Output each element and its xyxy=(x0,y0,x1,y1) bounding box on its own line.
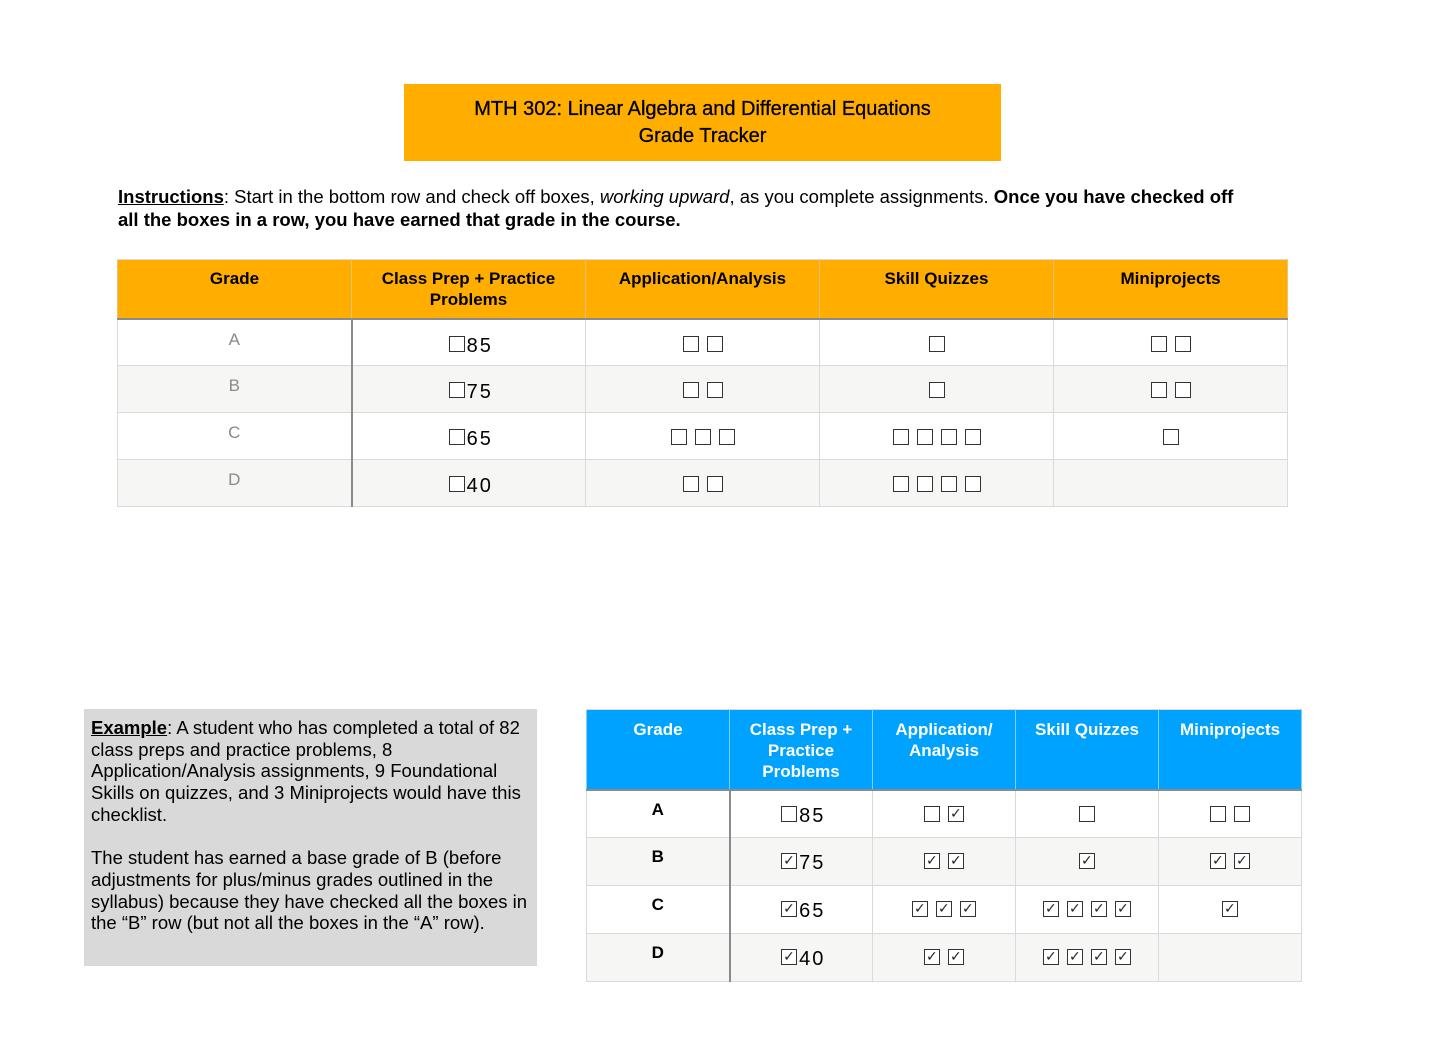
checkbox-icon[interactable] xyxy=(449,382,465,398)
course-title: MTH 302: Linear Algebra and Differential Equations xyxy=(474,97,931,120)
miniprojects-cell xyxy=(1159,886,1302,934)
tracker-title: Grade Tracker xyxy=(638,124,767,147)
checkbox-icon[interactable] xyxy=(893,476,909,492)
checkbox-icon[interactable] xyxy=(707,336,723,352)
instructions-text: : Start in the bottom row and check off boxes, xyxy=(223,186,600,207)
header-miniprojects: Miniprojects xyxy=(1054,260,1288,319)
checked-box-icon[interactable] xyxy=(1067,901,1083,917)
instructions-label: Instructions xyxy=(118,186,224,207)
instructions xyxy=(118,185,1238,231)
checkbox-icon[interactable] xyxy=(1175,336,1191,352)
checkbox-icon[interactable] xyxy=(1234,806,1250,822)
checked-box-icon[interactable] xyxy=(1234,853,1250,869)
application-cell xyxy=(586,413,820,460)
skill-quizzes-cell xyxy=(820,460,1054,507)
class-prep-cell xyxy=(730,838,873,886)
checkbox-icon[interactable] xyxy=(924,806,940,822)
grade-cell xyxy=(587,934,730,982)
checked-box-icon[interactable] xyxy=(948,853,964,869)
grade-cell xyxy=(587,886,730,934)
example-header-miniprojects: Miniprojects xyxy=(1159,710,1302,790)
table-row xyxy=(118,460,1288,507)
grade-label: C xyxy=(228,423,241,442)
class-prep-target: 85 xyxy=(466,334,493,357)
header-application: Application/Analysis xyxy=(586,260,820,319)
checkbox-icon[interactable] xyxy=(707,476,723,492)
checkbox-icon[interactable] xyxy=(1163,429,1179,445)
miniprojects-cell xyxy=(1054,366,1288,413)
skill-quizzes-cell xyxy=(1016,934,1159,982)
checkbox-icon[interactable] xyxy=(1079,806,1095,822)
application-cell xyxy=(586,319,820,366)
grade-label: B xyxy=(651,847,664,866)
header-grade: Grade xyxy=(118,260,352,319)
table-row xyxy=(587,790,1302,838)
checkbox-icon[interactable] xyxy=(683,382,699,398)
example-label: Example xyxy=(91,717,168,738)
application-cell xyxy=(873,886,1016,934)
checkbox-icon[interactable] xyxy=(941,476,957,492)
class-prep-cell xyxy=(352,460,586,507)
checked-box-icon[interactable] xyxy=(1091,949,1107,965)
class-prep-target: 75 xyxy=(799,852,826,874)
page-title-banner xyxy=(404,84,1001,161)
application-cell xyxy=(873,934,1016,982)
checkbox-icon[interactable] xyxy=(683,476,699,492)
checked-box-icon[interactable] xyxy=(936,901,952,917)
grade-cell xyxy=(118,366,352,413)
table-row xyxy=(118,366,1288,413)
checkbox-icon[interactable] xyxy=(781,806,797,822)
checkbox-icon[interactable] xyxy=(695,429,711,445)
checkbox-icon[interactable] xyxy=(893,429,909,445)
example-header-skill-quizzes: Skill Quizzes xyxy=(1016,710,1159,790)
application-cell xyxy=(873,838,1016,886)
checkbox-icon[interactable] xyxy=(1210,806,1226,822)
checkbox-icon[interactable] xyxy=(965,429,981,445)
instructions-bold: Once you have checked off all the boxes in a row, you have earned that grade in the course. xyxy=(118,186,1234,230)
checkbox-icon[interactable] xyxy=(929,382,945,398)
grade-label: C xyxy=(651,895,664,914)
checked-box-icon[interactable] xyxy=(924,949,940,965)
class-prep-target: 85 xyxy=(799,804,826,827)
table-row xyxy=(587,886,1302,934)
example-grade-table xyxy=(586,709,1302,982)
grade-label: D xyxy=(228,470,241,489)
checked-box-icon[interactable] xyxy=(1115,901,1131,917)
checked-box-icon[interactable] xyxy=(912,901,928,917)
checkbox-icon[interactable] xyxy=(917,429,933,445)
miniprojects-cell xyxy=(1159,790,1302,838)
checked-box-icon[interactable] xyxy=(960,901,976,917)
example-header-row xyxy=(587,710,1302,790)
table-row xyxy=(587,838,1302,886)
checkbox-icon[interactable] xyxy=(449,429,465,445)
checked-box-icon[interactable] xyxy=(1115,949,1131,965)
grade-tracker-table xyxy=(117,259,1288,507)
checkbox-icon[interactable] xyxy=(929,336,945,352)
checked-box-icon[interactable] xyxy=(1043,949,1059,965)
skill-quizzes-cell xyxy=(820,319,1054,366)
class-prep-cell xyxy=(352,366,586,413)
checkbox-icon[interactable] xyxy=(671,429,687,445)
checkbox-icon[interactable] xyxy=(941,429,957,445)
grade-cell xyxy=(118,460,352,507)
skill-quizzes-cell xyxy=(820,413,1054,460)
checked-box-icon[interactable] xyxy=(948,806,964,822)
example-paragraph-2: The student has earned a base grade of B (before adjustments for plus/minus grades outlined in the syllabus) because they have checked all the boxes in the “B” row (but not all the boxes in the “A” row). xyxy=(91,847,528,934)
grade-label: A xyxy=(228,329,240,349)
table-header-row xyxy=(118,260,1288,319)
example-note xyxy=(84,709,537,966)
class-prep-cell xyxy=(730,934,873,982)
checkbox-icon[interactable] xyxy=(449,476,465,492)
class-prep-cell xyxy=(730,886,873,934)
miniprojects-cell xyxy=(1054,319,1288,366)
table-row xyxy=(587,934,1302,982)
checked-box-icon[interactable] xyxy=(948,949,964,965)
checkbox-icon[interactable] xyxy=(1175,382,1191,398)
grade-label: A xyxy=(651,799,664,819)
skill-quizzes-cell xyxy=(820,366,1054,413)
class-prep-target: 40 xyxy=(799,948,826,970)
example-header-application: Application/ Analysis xyxy=(873,710,1016,790)
class-prep-cell xyxy=(352,413,586,460)
miniprojects-cell xyxy=(1054,460,1288,507)
checked-box-icon[interactable] xyxy=(781,949,797,965)
table-row xyxy=(118,319,1288,366)
header-skill-quizzes: Skill Quizzes xyxy=(820,260,1054,319)
grade-label: D xyxy=(651,943,664,962)
checkbox-icon[interactable] xyxy=(707,382,723,398)
miniprojects-cell xyxy=(1159,838,1302,886)
checked-box-icon[interactable] xyxy=(924,853,940,869)
instructions-italic: working upward xyxy=(599,186,730,207)
miniprojects-cell xyxy=(1054,413,1288,460)
checked-box-icon[interactable] xyxy=(1043,901,1059,917)
header-class-prep: Class Prep + Practice Problems xyxy=(352,260,586,319)
application-cell xyxy=(586,460,820,507)
checkbox-icon[interactable] xyxy=(1151,382,1167,398)
checkbox-icon[interactable] xyxy=(917,476,933,492)
checkbox-icon[interactable] xyxy=(449,336,465,352)
table-row xyxy=(118,413,1288,460)
checked-box-icon[interactable] xyxy=(781,901,797,917)
application-cell xyxy=(873,790,1016,838)
class-prep-target: 75 xyxy=(466,381,493,403)
checkbox-icon[interactable] xyxy=(719,429,735,445)
instructions-text-2: , as you complete assignments. xyxy=(729,186,994,207)
grade-cell xyxy=(587,838,730,886)
grade-cell xyxy=(587,790,730,838)
miniprojects-cell xyxy=(1159,934,1302,982)
grade-cell xyxy=(118,413,352,460)
checkbox-icon[interactable] xyxy=(1151,336,1167,352)
class-prep-target: 40 xyxy=(466,475,493,497)
example-paragraph-1: : A student who has completed a total of 82 class preps and practice problems, 8 Application/Analysis assignments, 9 Foundational Skills on quizzes, and 3 Miniprojects would have this checklist. xyxy=(91,717,521,825)
example-header-class-prep: Class Prep + Practice Problems xyxy=(730,710,873,790)
checked-box-icon[interactable] xyxy=(781,853,797,869)
class-prep-cell xyxy=(730,790,873,838)
checked-box-icon[interactable] xyxy=(1079,853,1095,869)
checked-box-icon[interactable] xyxy=(1091,901,1107,917)
checkbox-icon[interactable] xyxy=(965,476,981,492)
class-prep-target: 65 xyxy=(799,900,826,922)
skill-quizzes-cell xyxy=(1016,886,1159,934)
checked-box-icon[interactable] xyxy=(1210,853,1226,869)
checked-box-icon[interactable] xyxy=(1067,949,1083,965)
checked-box-icon[interactable] xyxy=(1222,901,1238,917)
skill-quizzes-cell xyxy=(1016,790,1159,838)
example-header-grade: Grade xyxy=(587,710,730,790)
class-prep-target: 65 xyxy=(466,428,493,450)
skill-quizzes-cell xyxy=(1016,838,1159,886)
application-cell xyxy=(586,366,820,413)
grade-cell xyxy=(118,319,352,366)
class-prep-cell xyxy=(352,319,586,366)
grade-label: B xyxy=(228,376,240,395)
checkbox-icon[interactable] xyxy=(683,336,699,352)
